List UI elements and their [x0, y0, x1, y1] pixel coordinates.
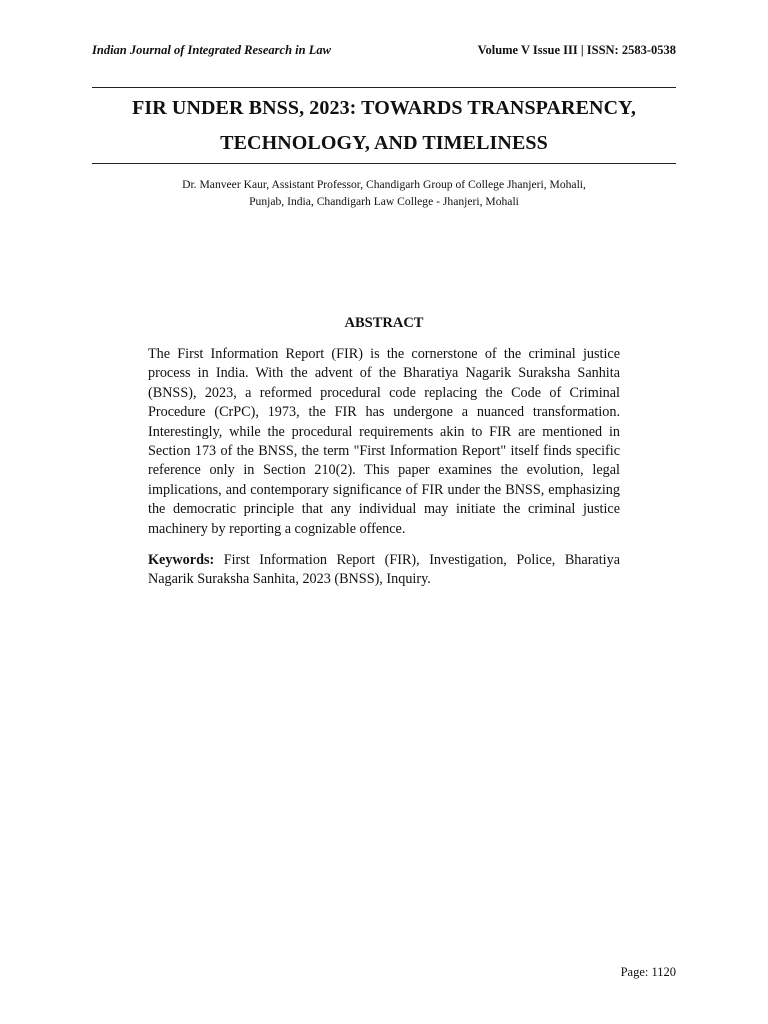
title-line-2: TECHNOLOGY, AND TIMELINESS: [220, 132, 548, 154]
author-line-2: Punjab, India, Chandigarh Law College - Jhanjeri, Mohali: [249, 195, 519, 208]
keywords-text: First Information Report (FIR), Investigation, Police, Bharatiya Nagarik Suraksha Sanhita, 2023 (BNSS), Inquiry.: [148, 552, 620, 588]
abstract-heading: ABSTRACT: [344, 315, 424, 331]
title-top-rule: [92, 87, 676, 88]
author-line-1: Dr. Manveer Kaur, Assistant Professor, Chandigarh Group of College Jhanjeri, Mohali,: [182, 178, 586, 191]
abstract-text: The First Information Report (FIR) is the cornerstone of the criminal justice process in India. With the advent of the Bharatiya Nagarik Suraksha Sanhita (BNSS), 2023, a reformed procedural code replacing the Code of Criminal Procedure (CrPC), 1973, the FIR has undergone a nuanced transformation. Interestingly, while the procedural requirements akin to FIR are mentioned in Section 173 of the BNSS, the term "First Information Report" itself finds specific reference only in Section 210(2). This paper examines the evolution, legal implications, and contemporary significance of FIR under the BNSS, emphasizing the democratic principle that any individual may initiate the criminal justice machinery by reporting a cognizable offence.: [148, 346, 620, 537]
author-affiliation: [120, 176, 648, 210]
keywords-paragraph: [148, 551, 620, 590]
title-bottom-rule: [92, 163, 676, 164]
keywords-label: Keywords:: [148, 552, 215, 568]
title-line-1: FIR UNDER BNSS, 2023: TOWARDS TRANSPARENCY,: [132, 97, 636, 119]
article-title: [92, 91, 676, 161]
page-number: Page: 1120: [620, 965, 676, 979]
journal-name: Indian Journal of Integrated Research in Law: [92, 43, 331, 57]
volume-issn: Volume V Issue III | ISSN: 2583-0538: [477, 43, 676, 57]
running-header: [92, 42, 676, 58]
